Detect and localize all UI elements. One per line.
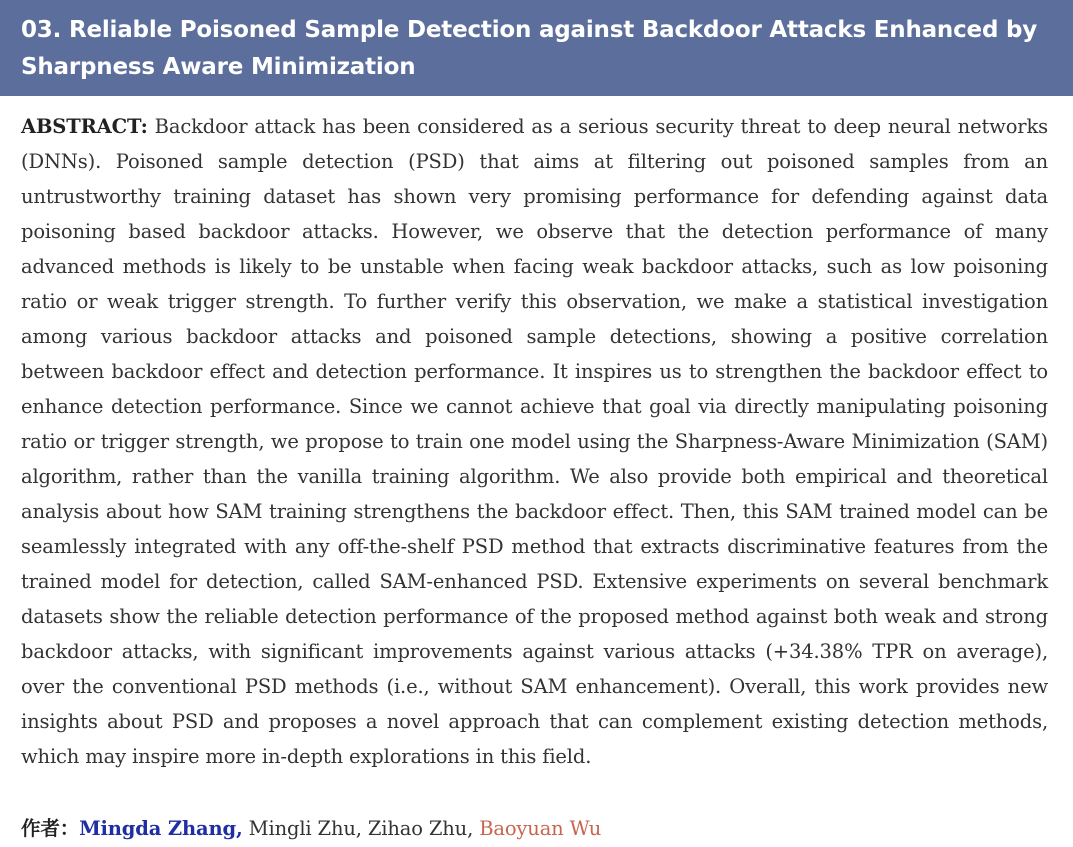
- author-line: [21, 811, 1061, 846]
- first-author: Mingda Zhang,: [79, 817, 243, 840]
- corresponding-author: Baoyuan Wu: [479, 817, 602, 840]
- abstract-paragraph: [21, 109, 1048, 774]
- co-authors: Mingli Zhu, Zihao Zhu,: [242, 817, 480, 840]
- paper-header: [0, 0, 1073, 96]
- authors-label: 作者：: [21, 817, 80, 840]
- paper-title: 03. Reliable Poisoned Sample Detection against Backdoor Attacks Enhanced by Sharpness Aware Minimization: [21, 17, 1038, 80]
- abstract-label: ABSTRACT:: [21, 115, 148, 138]
- abstract-text: Backdoor attack has been considered as a serious security threat to deep neural networks (DNNs). Poisoned sample detection (PSD) that aims at filtering out poisoned samples from an untrustworthy training dataset has shown very promising performance for defending against data poisoning based backdoor attacks. However, we observe that the detection performance of many advanced methods is likely to be unstable when facing weak backdoor attacks, such as low poisoning ratio or weak trigger strength. To further verify this observation, we make a statistical investigation among various backdoor attacks and poisoned sample detections, showing a positive correlation between backdoor effect and detection performance. It inspires us to strengthen the backdoor effect to enhance detection performance. Since we cannot achieve that goal via directly manipulating poisoning ratio or trigger strength, we propose to train one model using the Sharpness-Aware Minimization (SAM) algorithm, rather than the vanilla training algorithm. We also provide both empirical and theoretical analysis about how SAM training strengthens the backdoor effect. Then, this SAM trained model can be seamlessly integrated with any off-the-shelf PSD method that extracts discriminative features from the trained model for detection, called SAM-enhanced PSD. Extensive experiments on several benchmark datasets show the reliable detection performance of the proposed method against both weak and strong backdoor attacks, with significant improvements against various attacks (+34.38% TPR on average), over the conventional PSD methods (i.e., without SAM enhancement). Overall, this work provides new insights about PSD and proposes a novel approach that can complement existing detection methods, which may inspire more in-depth explorations in this field.: [21, 115, 1048, 768]
